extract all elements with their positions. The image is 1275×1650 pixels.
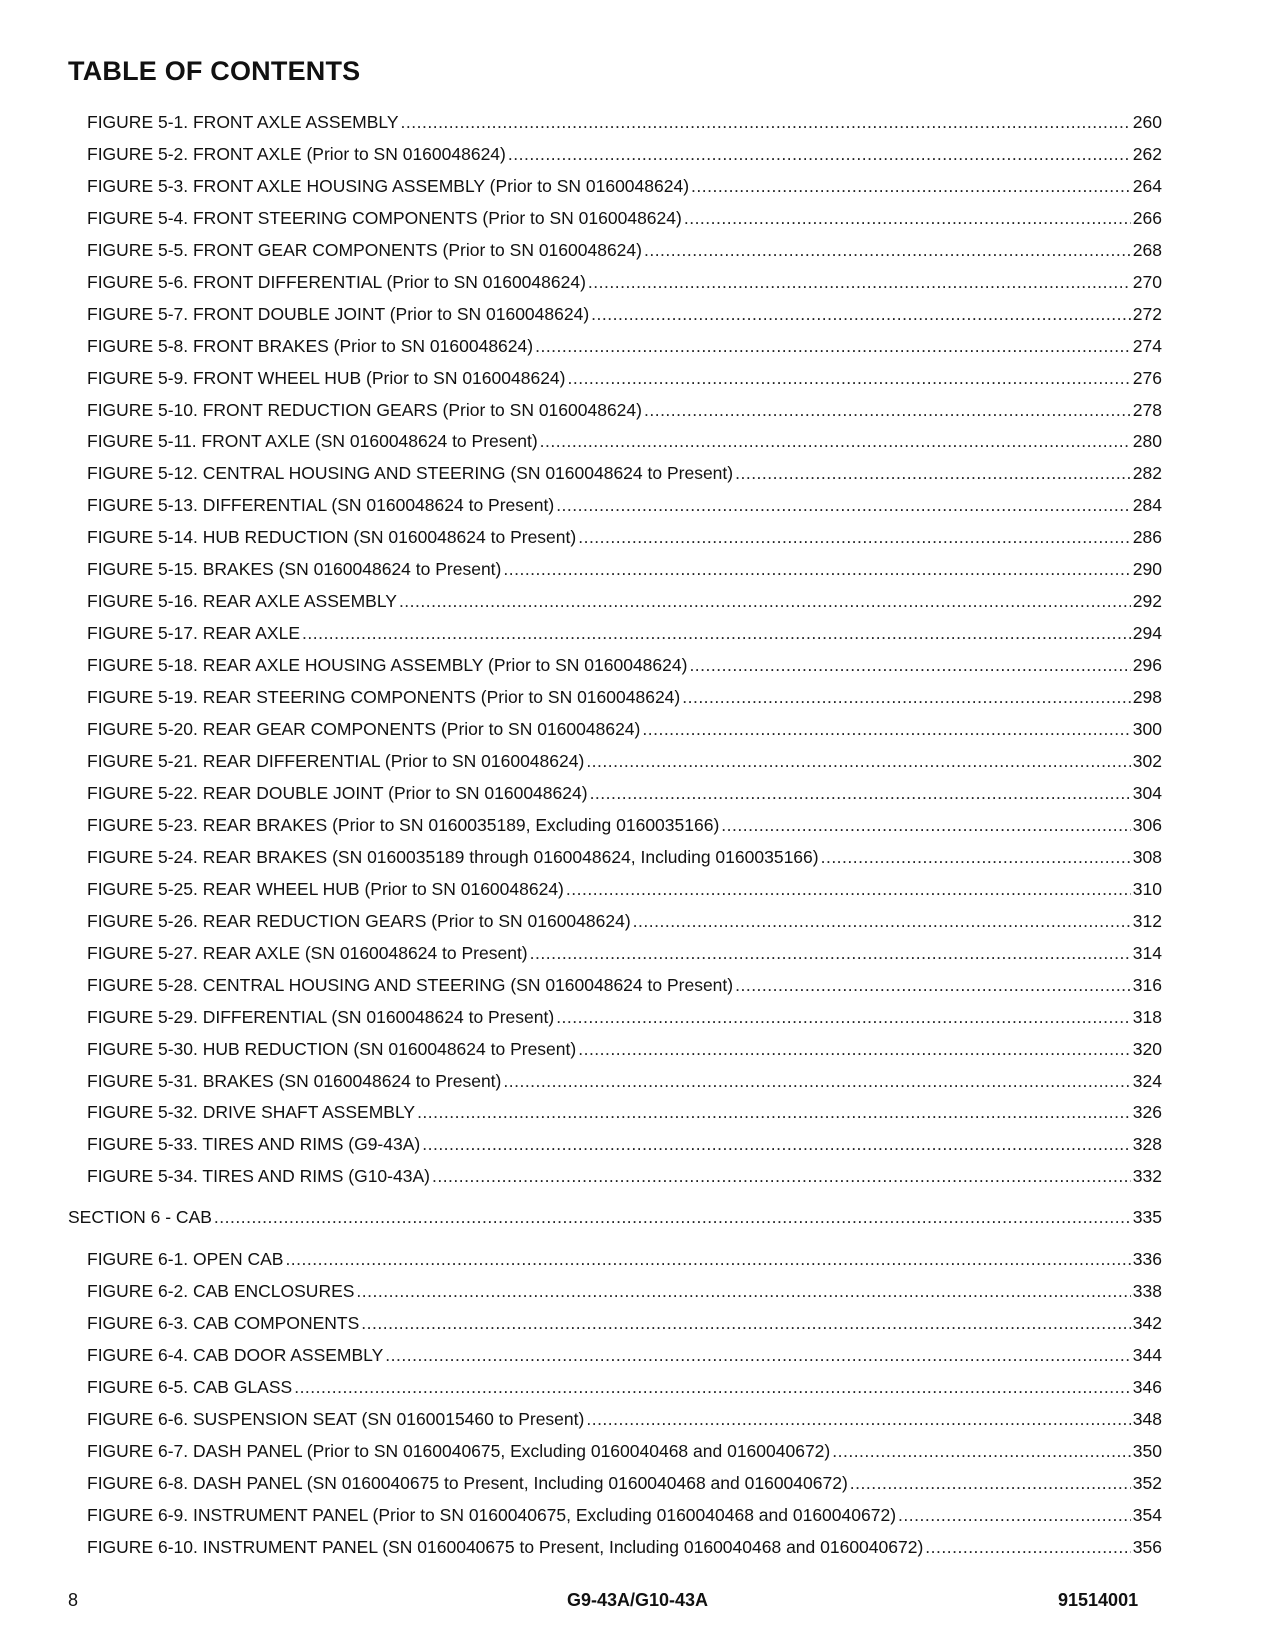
- toc-entry-label: FIGURE 6-9. INSTRUMENT PANEL (Prior to SN 0160040675, Excluding 0160040468 and 0160040672): [87, 1505, 897, 1525]
- toc-entry-page: 278: [1132, 400, 1162, 420]
- toc-entry-page: 316: [1132, 975, 1162, 995]
- toc-leader-dots: [214, 1205, 1131, 1229]
- toc-entry-label: FIGURE 5-18. REAR AXLE HOUSING ASSEMBLY (Prior to SN 0160048624): [87, 655, 688, 675]
- toc-entry-page: 302: [1132, 751, 1162, 771]
- toc-figure-entry[interactable]: [87, 717, 1162, 741]
- toc-entry-page: 354: [1132, 1505, 1162, 1525]
- toc-entry-label: SECTION 6 - CAB: [68, 1207, 212, 1227]
- toc-entry-label: FIGURE 5-2. FRONT AXLE (Prior to SN 0160048624): [87, 144, 506, 164]
- toc-entry-label: FIGURE 6-10. INSTRUMENT PANEL (SN 0160040675 to Present, Including 0160040468 and 0160040672): [87, 1537, 924, 1557]
- toc-entry-label: FIGURE 5-8. FRONT BRAKES (Prior to SN 0160048624): [87, 336, 534, 356]
- toc-entry-label: FIGURE 5-19. REAR STEERING COMPONENTS (Prior to SN 0160048624): [87, 687, 681, 707]
- toc-entry-label: FIGURE 5-16. REAR AXLE ASSEMBLY: [87, 591, 397, 611]
- toc-leader-dots: [556, 493, 1131, 517]
- toc-entry-page: 312: [1132, 911, 1162, 931]
- toc-figure-entry[interactable]: [87, 493, 1162, 517]
- toc-entry-page: 328: [1132, 1134, 1162, 1154]
- toc-figure-entry[interactable]: [87, 1311, 1162, 1335]
- toc-entry-page: 324: [1132, 1071, 1162, 1091]
- toc-leader-dots: [925, 1535, 1131, 1559]
- toc-leader-dots: [417, 1100, 1131, 1124]
- toc-leader-dots: [586, 1407, 1130, 1431]
- toc-figure-entry[interactable]: [87, 1375, 1162, 1399]
- toc-figure-entry[interactable]: [87, 1164, 1162, 1188]
- toc-figure-entry[interactable]: [87, 1535, 1162, 1559]
- toc-leader-dots: [898, 1503, 1131, 1527]
- toc-figure-entry[interactable]: [87, 110, 1162, 134]
- toc-entry-page: 352: [1132, 1473, 1162, 1493]
- toc-figure-entry[interactable]: [87, 366, 1162, 390]
- toc-leader-dots: [644, 238, 1131, 262]
- toc-entry-label: FIGURE 5-11. FRONT AXLE (SN 0160048624 to Present): [87, 431, 538, 451]
- toc-entry-page: 332: [1132, 1166, 1162, 1186]
- toc-entry-label: FIGURE 5-27. REAR AXLE (SN 0160048624 to Present): [87, 943, 528, 963]
- toc-section-entry[interactable]: [68, 1205, 1162, 1229]
- toc-leader-dots: [503, 557, 1130, 581]
- toc-entry-label: FIGURE 6-8. DASH PANEL (SN 0160040675 to Present, Including 0160040468 and 0160040672): [87, 1473, 848, 1493]
- toc-leader-dots: [385, 1343, 1131, 1367]
- toc-leader-dots: [588, 270, 1131, 294]
- toc-entry-page: 272: [1132, 304, 1162, 324]
- toc-figure-entry[interactable]: [87, 877, 1162, 901]
- toc-leader-dots: [567, 366, 1130, 390]
- toc-figure-entry[interactable]: [87, 1069, 1162, 1093]
- toc-leader-dots: [578, 525, 1131, 549]
- toc-entry-label: FIGURE 5-23. REAR BRAKES (Prior to SN 0160035189, Excluding 0160035166): [87, 815, 720, 835]
- toc-entry-page: 274: [1132, 336, 1162, 356]
- toc-entry-page: 308: [1132, 847, 1162, 867]
- toc-entry-page: 335: [1132, 1207, 1162, 1227]
- toc-entry-label: FIGURE 5-31. BRAKES (SN 0160048624 to Present): [87, 1071, 502, 1091]
- toc-figure-entry[interactable]: [87, 206, 1162, 230]
- toc-entry-label: FIGURE 6-3. CAB COMPONENTS: [87, 1313, 360, 1333]
- toc-figure-entry[interactable]: [87, 973, 1162, 997]
- toc-leader-dots: [591, 302, 1131, 326]
- toc-leader-dots: [401, 110, 1131, 134]
- toc-figure-entry[interactable]: [87, 1247, 1162, 1271]
- toc-figure-entry[interactable]: [87, 813, 1162, 837]
- toc-entry-label: FIGURE 5-21. REAR DIFFERENTIAL (Prior to SN 0160048624): [87, 751, 585, 771]
- toc-entry-label: FIGURE 5-22. REAR DOUBLE JOINT (Prior to SN 0160048624): [87, 783, 588, 803]
- toc-figure-entry[interactable]: [87, 270, 1162, 294]
- toc-entry-label: FIGURE 5-12. CENTRAL HOUSING AND STEERING (SN 0160048624 to Present): [87, 463, 734, 483]
- toc-entry-label: FIGURE 5-17. REAR AXLE: [87, 623, 300, 643]
- toc-figure-entry[interactable]: [87, 1471, 1162, 1495]
- toc-leader-dots: [566, 877, 1131, 901]
- toc-entry-page: 268: [1132, 240, 1162, 260]
- toc-entry-page: 262: [1132, 144, 1162, 164]
- toc-entry-page: 282: [1132, 463, 1162, 483]
- toc-entry-label: FIGURE 5-34. TIRES AND RIMS (G10-43A): [87, 1166, 430, 1186]
- toc-leader-dots: [503, 1069, 1130, 1093]
- toc-entry-page: 300: [1132, 719, 1162, 739]
- toc-figure-entry[interactable]: [87, 1005, 1162, 1029]
- toc-entry-label: FIGURE 5-15. BRAKES (SN 0160048624 to Present): [87, 559, 502, 579]
- toc-leader-dots: [294, 1375, 1131, 1399]
- toc-figure-entry[interactable]: [87, 461, 1162, 485]
- toc-figure-entry[interactable]: [87, 653, 1162, 677]
- toc-entry-page: 350: [1132, 1441, 1162, 1461]
- toc-figure-entry[interactable]: [87, 525, 1162, 549]
- toc-entry-label: FIGURE 5-7. FRONT DOUBLE JOINT (Prior to SN 0160048624): [87, 304, 590, 324]
- toc-leader-dots: [399, 589, 1131, 613]
- toc-entry-page: 346: [1132, 1377, 1162, 1397]
- toc-entry-page: 348: [1132, 1409, 1162, 1429]
- toc-entry-page: 284: [1132, 495, 1162, 515]
- toc-leader-dots: [535, 334, 1131, 358]
- toc-entry-page: 276: [1132, 368, 1162, 388]
- toc-figure-entry[interactable]: [87, 909, 1162, 933]
- toc-figure-entry[interactable]: [87, 142, 1162, 166]
- toc-leader-dots: [682, 685, 1131, 709]
- toc-figure-entry[interactable]: [87, 1132, 1162, 1156]
- toc-entry-label: FIGURE 5-32. DRIVE SHAFT ASSEMBLY: [87, 1102, 416, 1122]
- toc-leader-dots: [689, 653, 1130, 677]
- toc-leader-dots: [644, 398, 1131, 422]
- page-title: TABLE OF CONTENTS: [68, 56, 361, 86]
- footer-doc-number: 91514001: [1058, 1590, 1139, 1610]
- toc-figure-entry[interactable]: [87, 398, 1162, 422]
- toc-leader-dots: [735, 461, 1131, 485]
- toc-figure-entry[interactable]: [87, 429, 1162, 453]
- toc-entry-label: FIGURE 5-30. HUB REDUCTION (SN 0160048624 to Present): [87, 1039, 577, 1059]
- toc-leader-dots: [821, 845, 1131, 869]
- toc-entry-label: FIGURE 5-28. CENTRAL HOUSING AND STEERING (SN 0160048624 to Present): [87, 975, 734, 995]
- toc-leader-dots: [422, 1132, 1131, 1156]
- toc-entry-label: FIGURE 5-3. FRONT AXLE HOUSING ASSEMBLY (Prior to SN 0160048624): [87, 176, 690, 196]
- toc-leader-dots: [432, 1164, 1131, 1188]
- toc-entry-label: FIGURE 5-9. FRONT WHEEL HUB (Prior to SN 0160048624): [87, 368, 566, 388]
- toc-entry-page: 338: [1132, 1281, 1162, 1301]
- toc-entry-page: 294: [1132, 623, 1162, 643]
- toc-figure-entry[interactable]: [87, 1037, 1162, 1061]
- toc-leader-dots: [556, 1005, 1131, 1029]
- toc-entry-label: FIGURE 5-14. HUB REDUCTION (SN 0160048624 to Present): [87, 527, 577, 547]
- toc-entry-page: 286: [1132, 527, 1162, 547]
- toc-entry-label: FIGURE 6-7. DASH PANEL (Prior to SN 0160040675, Excluding 0160040468 and 0160040672): [87, 1441, 831, 1461]
- toc-entry-label: FIGURE 5-24. REAR BRAKES (SN 0160035189 through 0160048624, Including 0160035166): [87, 847, 819, 867]
- toc-figure-entry[interactable]: [87, 238, 1162, 262]
- toc-figure-entry[interactable]: [87, 174, 1162, 198]
- toc-leader-dots: [642, 717, 1130, 741]
- toc-leader-dots: [361, 1311, 1131, 1335]
- toc-leader-dots: [590, 781, 1131, 805]
- toc-entry-page: 296: [1132, 655, 1162, 675]
- toc-leader-dots: [832, 1439, 1131, 1463]
- toc-entry-label: FIGURE 5-33. TIRES AND RIMS (G9-43A): [87, 1134, 421, 1154]
- toc-entry-page: 326: [1132, 1102, 1162, 1122]
- toc-entry-page: 314: [1132, 943, 1162, 963]
- toc-leader-dots: [356, 1279, 1130, 1303]
- toc-entry-page: 298: [1132, 687, 1162, 707]
- toc-figure-entry[interactable]: [87, 1503, 1162, 1527]
- toc-entry-page: 356: [1132, 1537, 1162, 1557]
- toc-leader-dots: [508, 142, 1131, 166]
- toc-entry-page: 304: [1132, 783, 1162, 803]
- footer-page-number: 8: [68, 1590, 79, 1610]
- toc-entry-label: FIGURE 6-5. CAB GLASS: [87, 1377, 293, 1397]
- toc-entry-label: FIGURE 5-1. FRONT AXLE ASSEMBLY: [87, 112, 399, 132]
- toc-leader-dots: [586, 749, 1130, 773]
- toc-figure-entry[interactable]: [87, 1407, 1162, 1431]
- toc-entry-label: FIGURE 6-2. CAB ENCLOSURES: [87, 1281, 355, 1301]
- toc-entry-page: 310: [1132, 879, 1162, 899]
- toc-entry-page: 260: [1132, 112, 1162, 132]
- toc-entry-page: 280: [1132, 431, 1162, 451]
- toc-leader-dots: [691, 174, 1131, 198]
- toc-entry-label: FIGURE 5-29. DIFFERENTIAL (SN 0160048624 to Present): [87, 1007, 555, 1027]
- toc-entry-page: 320: [1132, 1039, 1162, 1059]
- toc-entry-label: FIGURE 5-6. FRONT DIFFERENTIAL (Prior to SN 0160048624): [87, 272, 586, 292]
- toc-leader-dots: [633, 909, 1131, 933]
- toc-entry-page: 342: [1132, 1313, 1162, 1333]
- toc-entry-label: FIGURE 6-1. OPEN CAB: [87, 1249, 284, 1269]
- toc-entry-page: 270: [1132, 272, 1162, 292]
- toc-entry-label: FIGURE 6-6. SUSPENSION SEAT (SN 0160015460 to Present): [87, 1409, 585, 1429]
- toc-figure-entry[interactable]: [87, 589, 1162, 613]
- toc-entry-page: 290: [1132, 559, 1162, 579]
- toc-entry-label: FIGURE 5-20. REAR GEAR COMPONENTS (Prior to SN 0160048624): [87, 719, 641, 739]
- toc-figure-entry[interactable]: [87, 302, 1162, 326]
- toc-entry-page: 318: [1132, 1007, 1162, 1027]
- toc-leader-dots: [285, 1247, 1130, 1271]
- toc-entry-label: FIGURE 5-5. FRONT GEAR COMPONENTS (Prior to SN 0160048624): [87, 240, 642, 260]
- toc-entry-label: FIGURE 6-4. CAB DOOR ASSEMBLY: [87, 1345, 384, 1365]
- toc-figure-entry[interactable]: [87, 1100, 1162, 1124]
- toc-leader-dots: [302, 621, 1131, 645]
- toc-entry-page: 306: [1132, 815, 1162, 835]
- toc-entry-page: 344: [1132, 1345, 1162, 1365]
- toc-leader-dots: [684, 206, 1131, 230]
- toc-entry-label: FIGURE 5-4. FRONT STEERING COMPONENTS (Prior to SN 0160048624): [87, 208, 682, 228]
- toc-entry-label: FIGURE 5-26. REAR REDUCTION GEARS (Prior to SN 0160048624): [87, 911, 631, 931]
- toc-figure-entry[interactable]: [87, 685, 1162, 709]
- toc-entry-label: FIGURE 5-13. DIFFERENTIAL (SN 0160048624 to Present): [87, 495, 555, 515]
- toc-figure-entry[interactable]: [87, 1343, 1162, 1367]
- toc-figure-entry[interactable]: [87, 845, 1162, 869]
- toc-entry-label: FIGURE 5-10. FRONT REDUCTION GEARS (Prior to SN 0160048624): [87, 400, 642, 420]
- toc-figure-entry[interactable]: [87, 621, 1162, 645]
- toc-entry-page: 336: [1132, 1249, 1162, 1269]
- toc-entry-page: 292: [1132, 591, 1162, 611]
- footer-model: G9-43A/G10-43A: [566, 1590, 709, 1610]
- toc-entry-page: 264: [1132, 176, 1162, 196]
- toc-figure-entry[interactable]: [87, 781, 1162, 805]
- toc-entry-label: FIGURE 5-25. REAR WHEEL HUB (Prior to SN 0160048624): [87, 879, 564, 899]
- toc-leader-dots: [721, 813, 1131, 837]
- toc-entry-page: 266: [1132, 208, 1162, 228]
- toc-figure-entry[interactable]: [87, 334, 1162, 358]
- toc-figure-entry[interactable]: [87, 1439, 1162, 1463]
- toc-leader-dots: [578, 1037, 1131, 1061]
- toc-leader-dots: [850, 1471, 1131, 1495]
- toc-figure-entry[interactable]: [87, 749, 1162, 773]
- toc-leader-dots: [540, 429, 1131, 453]
- toc-figure-entry[interactable]: [87, 1279, 1162, 1303]
- toc-leader-dots: [530, 941, 1131, 965]
- toc-leader-dots: [735, 973, 1131, 997]
- toc-figure-entry[interactable]: [87, 557, 1162, 581]
- toc-figure-entry[interactable]: [87, 941, 1162, 965]
